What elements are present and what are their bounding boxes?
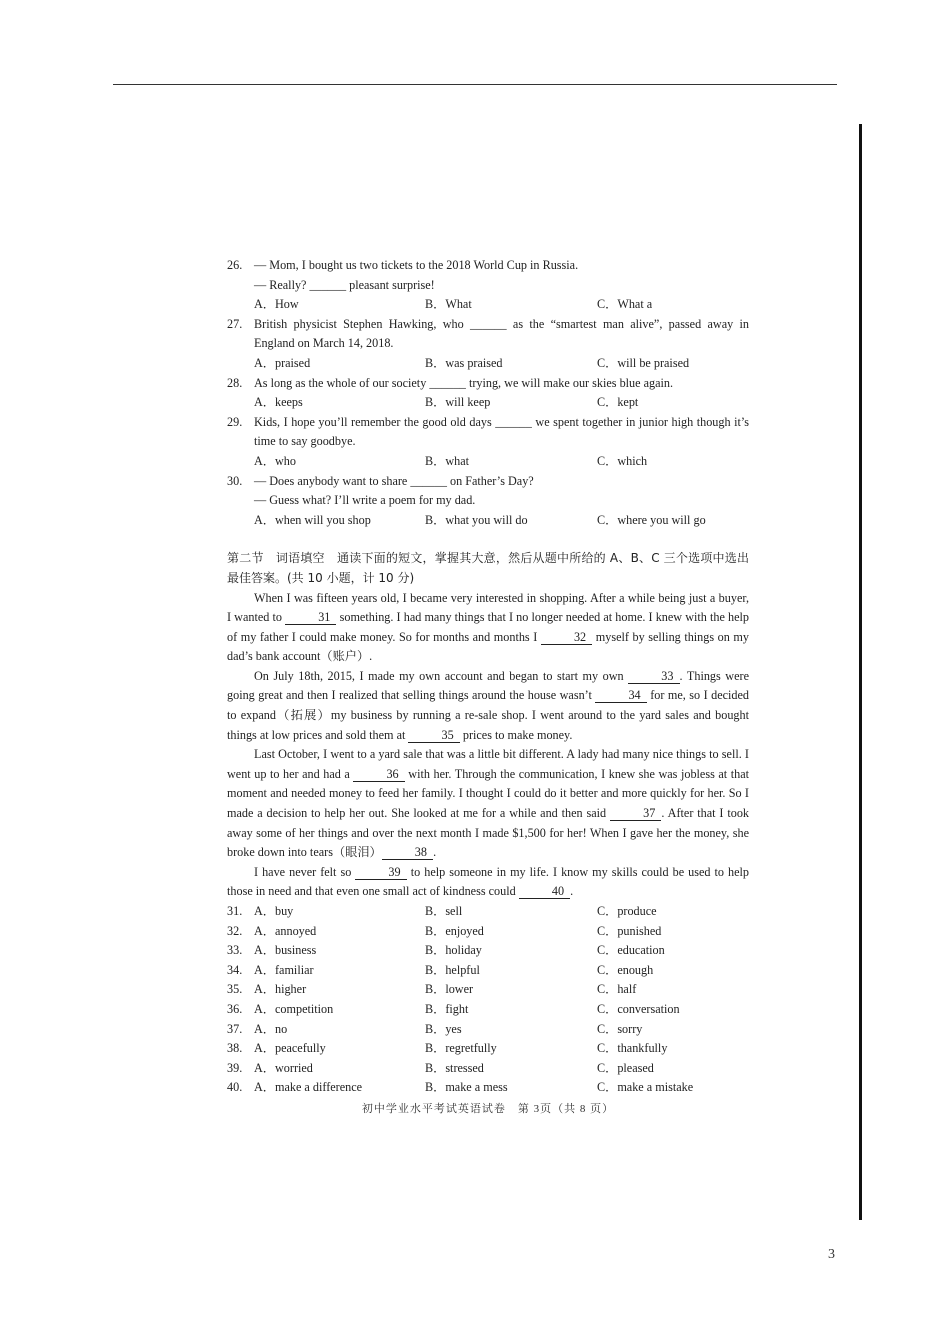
question-30: 30. — Does anybody want to share ______ on Father’s Day? [227, 473, 534, 488]
word-options-31: 31. A．buy B．sell C．produce [227, 904, 657, 918]
question-26-options: A．How B．What C．What a [254, 297, 653, 312]
word-options-37: 37. A．no B．yes C．sorry [227, 1021, 643, 1036]
word-options-34: 34. A．familiar B．helpful C．enough [227, 962, 654, 977]
top-rule [113, 84, 837, 85]
word-options-38: 38. A．peacefully B．regretfully C．thankfully [227, 1041, 668, 1056]
word-options-33: 33. A．business B．holiday C．education [227, 943, 665, 958]
blank-40: 40 [519, 884, 570, 899]
blank-34: 34 [595, 688, 646, 703]
blank-36: 36 [353, 767, 404, 782]
section-2-heading: 第二节 词语填空 通读下面的短文，掌握其大意，然后从题中所给的 A、B、C 三个选项中选出最佳答案。(共 10 小题，计 10 分) [227, 551, 749, 585]
question-27: 27. British physicist Stephen Hawking, who ______ as the “smartest man alive”, passed away in England on March 14, 2018. [227, 316, 749, 351]
passage-paragraph-2: On July 18th, 2015, I made my own account and began to start my own 33 . Things were going great and then I realized that selling things around the house wasn’t 34 for me, so I decided to expand（拓展）my business by running a re-sale shop. I went around to the yard sales and bought things at low prices and sold them at 35 prices to make money. [227, 668, 749, 742]
exam-footer: 初中学业水平考试英语试卷 第 3页（共 8 页） [361, 1102, 615, 1115]
blank-38: 38 [382, 845, 433, 860]
question-26-reply: — Really? ______ pleasant surprise! [254, 277, 435, 292]
question-27-options: A．praised B．was praised C．will be praised [254, 355, 690, 370]
blank-39: 39 [355, 865, 406, 880]
question-29: 29. Kids, I hope you’ll remember the good old days ______ we spent together in junior high though it’s time to say goodbye. [227, 414, 749, 449]
blank-37: 37 [610, 806, 661, 821]
question-26: 26. — Mom, I bought us two tickets to the 2018 World Cup in Russia. [227, 258, 579, 272]
word-options-39: 39. A．worried B．stressed C．pleased [227, 1060, 654, 1075]
blank-32: 32 [541, 630, 592, 645]
word-options-35: 35. A．higher B．lower C．half [227, 982, 637, 997]
question-29-options: A．who B．what C．which [254, 453, 648, 468]
word-options-40: 40. A．make a difference B．make a mess C．make a mistake [227, 1080, 694, 1095]
page-number: 3 [828, 1247, 835, 1262]
passage-paragraph-1: When I was fifteen years old, I became very interested in shopping. After a while being just a buyer, I wanted to 31 something. I had many things that I no longer needed at home. I knew with the help of my father I could make money. So for months and months I 32 myself by selling things on my dad’s bank account（账户）. [227, 590, 750, 664]
passage-paragraph-3: Last October, I went to a yard sale that was a little bit different. A lady had many nice things to sell. I went up to her and had a 36 with her. Through the communication, I knew she was jobless at that moment and needed money to feed her family. I thought I could do it better and more quickly for her. So I made a decision to help her out. She looked at me for a while and then said 37 . After that I took away some of her things and over the next month I made $1,500 for her! When I gave her the money, she broke down into tears（眼泪） 38 . [227, 747, 750, 860]
question-28-options: A．keeps B．will keep C．kept [254, 395, 639, 410]
blank-35: 35 [408, 728, 459, 743]
binding-rule [859, 124, 862, 1220]
blank-31: 31 [285, 610, 336, 625]
passage-paragraph-4: I have never felt so 39 to help someone in my life. I know my skills could be used to help those in need and that even one small act of kindness could 40 . [227, 864, 749, 899]
word-options-32: 32. A．annoyed B．enjoyed C．punished [227, 923, 662, 938]
question-30-options: A．when will you shop B．what you will do C．where you will go [254, 512, 706, 527]
scanned-exam-page [227, 256, 749, 1120]
question-30-reply: — Guess what? I’ll write a poem for my dad. [254, 493, 476, 508]
word-options-36: 36. A．competition B．fight C．conversation [227, 1001, 680, 1016]
question-28: 28. As long as the whole of our society ______ trying, we will make our skies blue again. [227, 375, 674, 390]
blank-33: 33 [628, 669, 679, 684]
